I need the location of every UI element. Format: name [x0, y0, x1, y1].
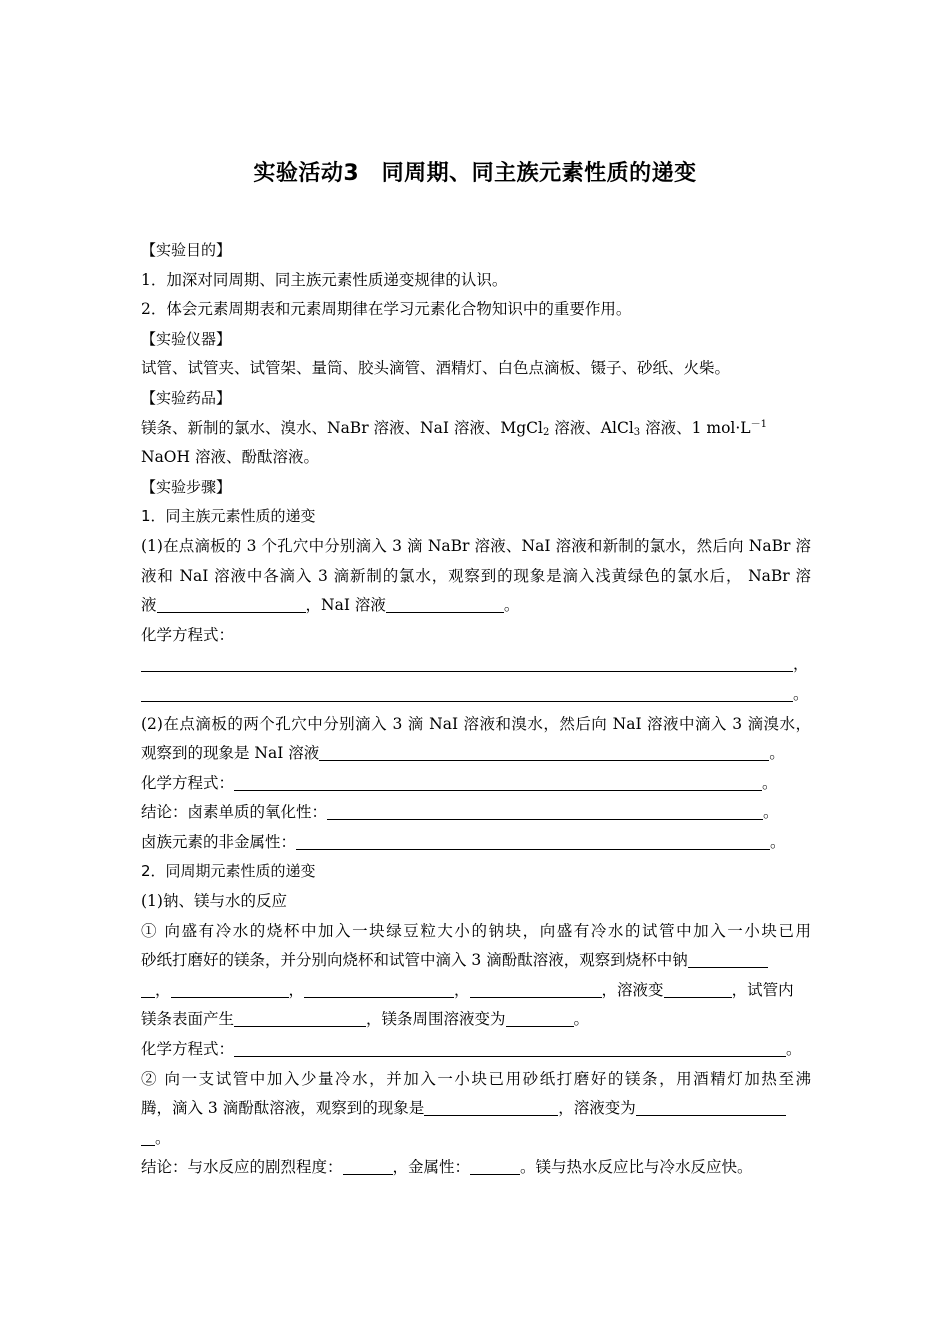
answer-blank[interactable]: [424, 1097, 558, 1116]
reagents-text: 溶液、1 mol·L: [640, 418, 751, 437]
subscript: 2: [543, 426, 550, 438]
page-title: 实验活动3 同周期、同主族元素性质的递变: [253, 161, 697, 186]
c1-text: ，试管内: [731, 980, 794, 999]
q2-line-2: [141, 739, 811, 769]
conclusion-text: 卤族元素的非金属性：: [141, 832, 297, 851]
equation-label: 化学方程式：: [141, 773, 235, 792]
equation-label: 化学方程式：: [141, 1040, 235, 1059]
conclusion-text: 结论：卤素单质的氧化性：: [141, 803, 328, 822]
answer-blank[interactable]: [304, 979, 454, 998]
answer-blank[interactable]: [171, 979, 289, 998]
answer-blank[interactable]: [506, 1008, 574, 1027]
c1-text: 砂纸打磨好的镁条，并分别向烧杯和试管中滴入 3 滴酚酞溶液，观察到烧杯中钠: [141, 951, 688, 970]
superscript: －1: [750, 418, 767, 430]
punctuation: 。: [786, 1040, 802, 1059]
purpose-heading: 【实验目的】: [141, 241, 232, 259]
equation-line-1: [141, 650, 811, 680]
c2-text: 腾，滴入 3 滴酚酞溶液，观察到的现象是: [141, 1099, 425, 1118]
reagents-text: 镁条、新制的氯水、溴水、NaBr 溶液、NaI 溶液、MgCl: [141, 418, 543, 437]
answer-blank[interactable]: [386, 594, 504, 613]
punctuation: 。: [793, 684, 809, 703]
conclusion-text: 。镁与热水反应比与冷水反应快。: [520, 1158, 753, 1177]
c2-line-2: [141, 1094, 811, 1124]
part2-heading: 2．同周期元素性质的递变: [141, 862, 316, 881]
answer-blank[interactable]: [141, 653, 793, 672]
c2-line-1: ② 向一支试管中加入少量冷水，并加入一小块已用砂纸打磨好的镁条，用酒精灯加热至沸: [141, 1069, 811, 1088]
punctuation: ，: [155, 980, 171, 999]
answer-blank[interactable]: [234, 1008, 366, 1027]
q1-text: ，NaI 溶液: [305, 596, 386, 615]
answer-blank[interactable]: [234, 772, 762, 791]
answer-blank[interactable]: [296, 831, 770, 850]
answer-blank[interactable]: [470, 979, 602, 998]
answer-blank[interactable]: [343, 1156, 393, 1175]
c1-line-2: [141, 946, 811, 976]
instruments-heading: 【实验仪器】: [141, 329, 232, 348]
punctuation: 。: [155, 1128, 171, 1147]
conclusion-text: ，金属性：: [392, 1158, 471, 1177]
reagents-line-1: [141, 414, 811, 444]
reagents-line-2: NaOH 溶液、酚酞溶液。: [141, 448, 319, 467]
reagents-text: 溶液、AlCl: [549, 418, 634, 437]
c1-line-4: [141, 1005, 811, 1035]
purpose-item-1: 1．加深对同周期、同主族元素性质递变规律的认识。: [141, 270, 508, 289]
conclusion-nonmetal: [141, 828, 811, 858]
equation-line-2: [141, 680, 811, 710]
q2-equation: [141, 769, 811, 799]
conclusion-text: 结论：与水反应的剧烈程度：: [141, 1158, 343, 1177]
part2-sub-1: (1)钠、镁与水的反应: [141, 892, 287, 911]
q1-line-3: [141, 591, 811, 621]
punctuation: 。: [573, 1010, 590, 1029]
answer-blank[interactable]: [327, 801, 763, 820]
instruments-text: 试管、试管夹、试管架、量筒、胶头滴管、酒精灯、白色点滴板、镊子、砂纸、火柴。: [141, 359, 731, 378]
answer-blank[interactable]: [636, 1097, 786, 1116]
c1-text: 镁条表面产生: [141, 1010, 235, 1029]
answer-blank[interactable]: [157, 594, 306, 613]
punctuation: ，: [793, 655, 809, 674]
punctuation: ，: [454, 980, 470, 999]
q1-text: 。: [503, 596, 520, 615]
punctuation: 。: [770, 832, 786, 851]
steps-heading: 【实验步骤】: [141, 477, 232, 496]
answer-blank[interactable]: [319, 742, 769, 761]
answer-blank[interactable]: [141, 1127, 155, 1146]
punctuation: 。: [769, 744, 785, 763]
c2-text: ，溶液变为: [558, 1099, 636, 1118]
conclusion-metal: [141, 1153, 811, 1183]
q1-line-1: (1)在点滴板的 3 个孔穴中分别滴入 3 滴 NaBr 溶液、NaI 溶液和新制的氯水，然后向 NaBr 溶: [141, 536, 811, 555]
answer-blank[interactable]: [234, 1038, 786, 1057]
answer-blank[interactable]: [688, 949, 768, 968]
answer-blank[interactable]: [141, 979, 155, 998]
answer-blank[interactable]: [664, 979, 732, 998]
q1-text: 液: [141, 596, 157, 615]
conclusion-oxidizing: [141, 798, 811, 828]
subscript: 3: [633, 426, 641, 438]
c1-text: ，溶液变: [601, 980, 664, 999]
purpose-item-2: 2．体会元素周期表和元素周期律在学习元素化合物知识中的重要作用。: [141, 300, 632, 319]
q1-line-2: 液和 NaI 溶液中各滴入 3 滴新制的氯水，观察到的现象是滴入浅黄绿色的氯水后， NaBr 溶: [141, 566, 811, 585]
answer-blank[interactable]: [470, 1156, 520, 1175]
c1-equation: [141, 1035, 811, 1065]
punctuation: 。: [762, 773, 778, 792]
c1-line-1: ① 向盛有冷水的烧杯中加入一块绿豆粒大小的钠块，向盛有冷水的试管中加入一小块已用: [141, 921, 811, 940]
c2-line-3: [141, 1124, 811, 1154]
document-body: [141, 236, 811, 1183]
reagents-heading: 【实验药品】: [141, 388, 232, 407]
punctuation: 。: [763, 803, 779, 822]
q2-line-1: (2)在点滴板的两个孔穴中分别滴入 3 滴 NaI 溶液和溴水，然后向 NaI 溶液中滴入 3 滴溴水，: [141, 714, 811, 733]
q2-text: 观察到的现象是 NaI 溶液: [141, 744, 320, 763]
c1-text: ，镁条周围溶液变为: [366, 1010, 506, 1029]
c1-line-3: [141, 976, 811, 1006]
equation-label: 化学方程式：: [141, 625, 235, 644]
punctuation: ，: [288, 980, 305, 999]
answer-blank[interactable]: [141, 683, 793, 702]
part1-heading: 1．同主族元素性质的递变: [141, 507, 316, 526]
